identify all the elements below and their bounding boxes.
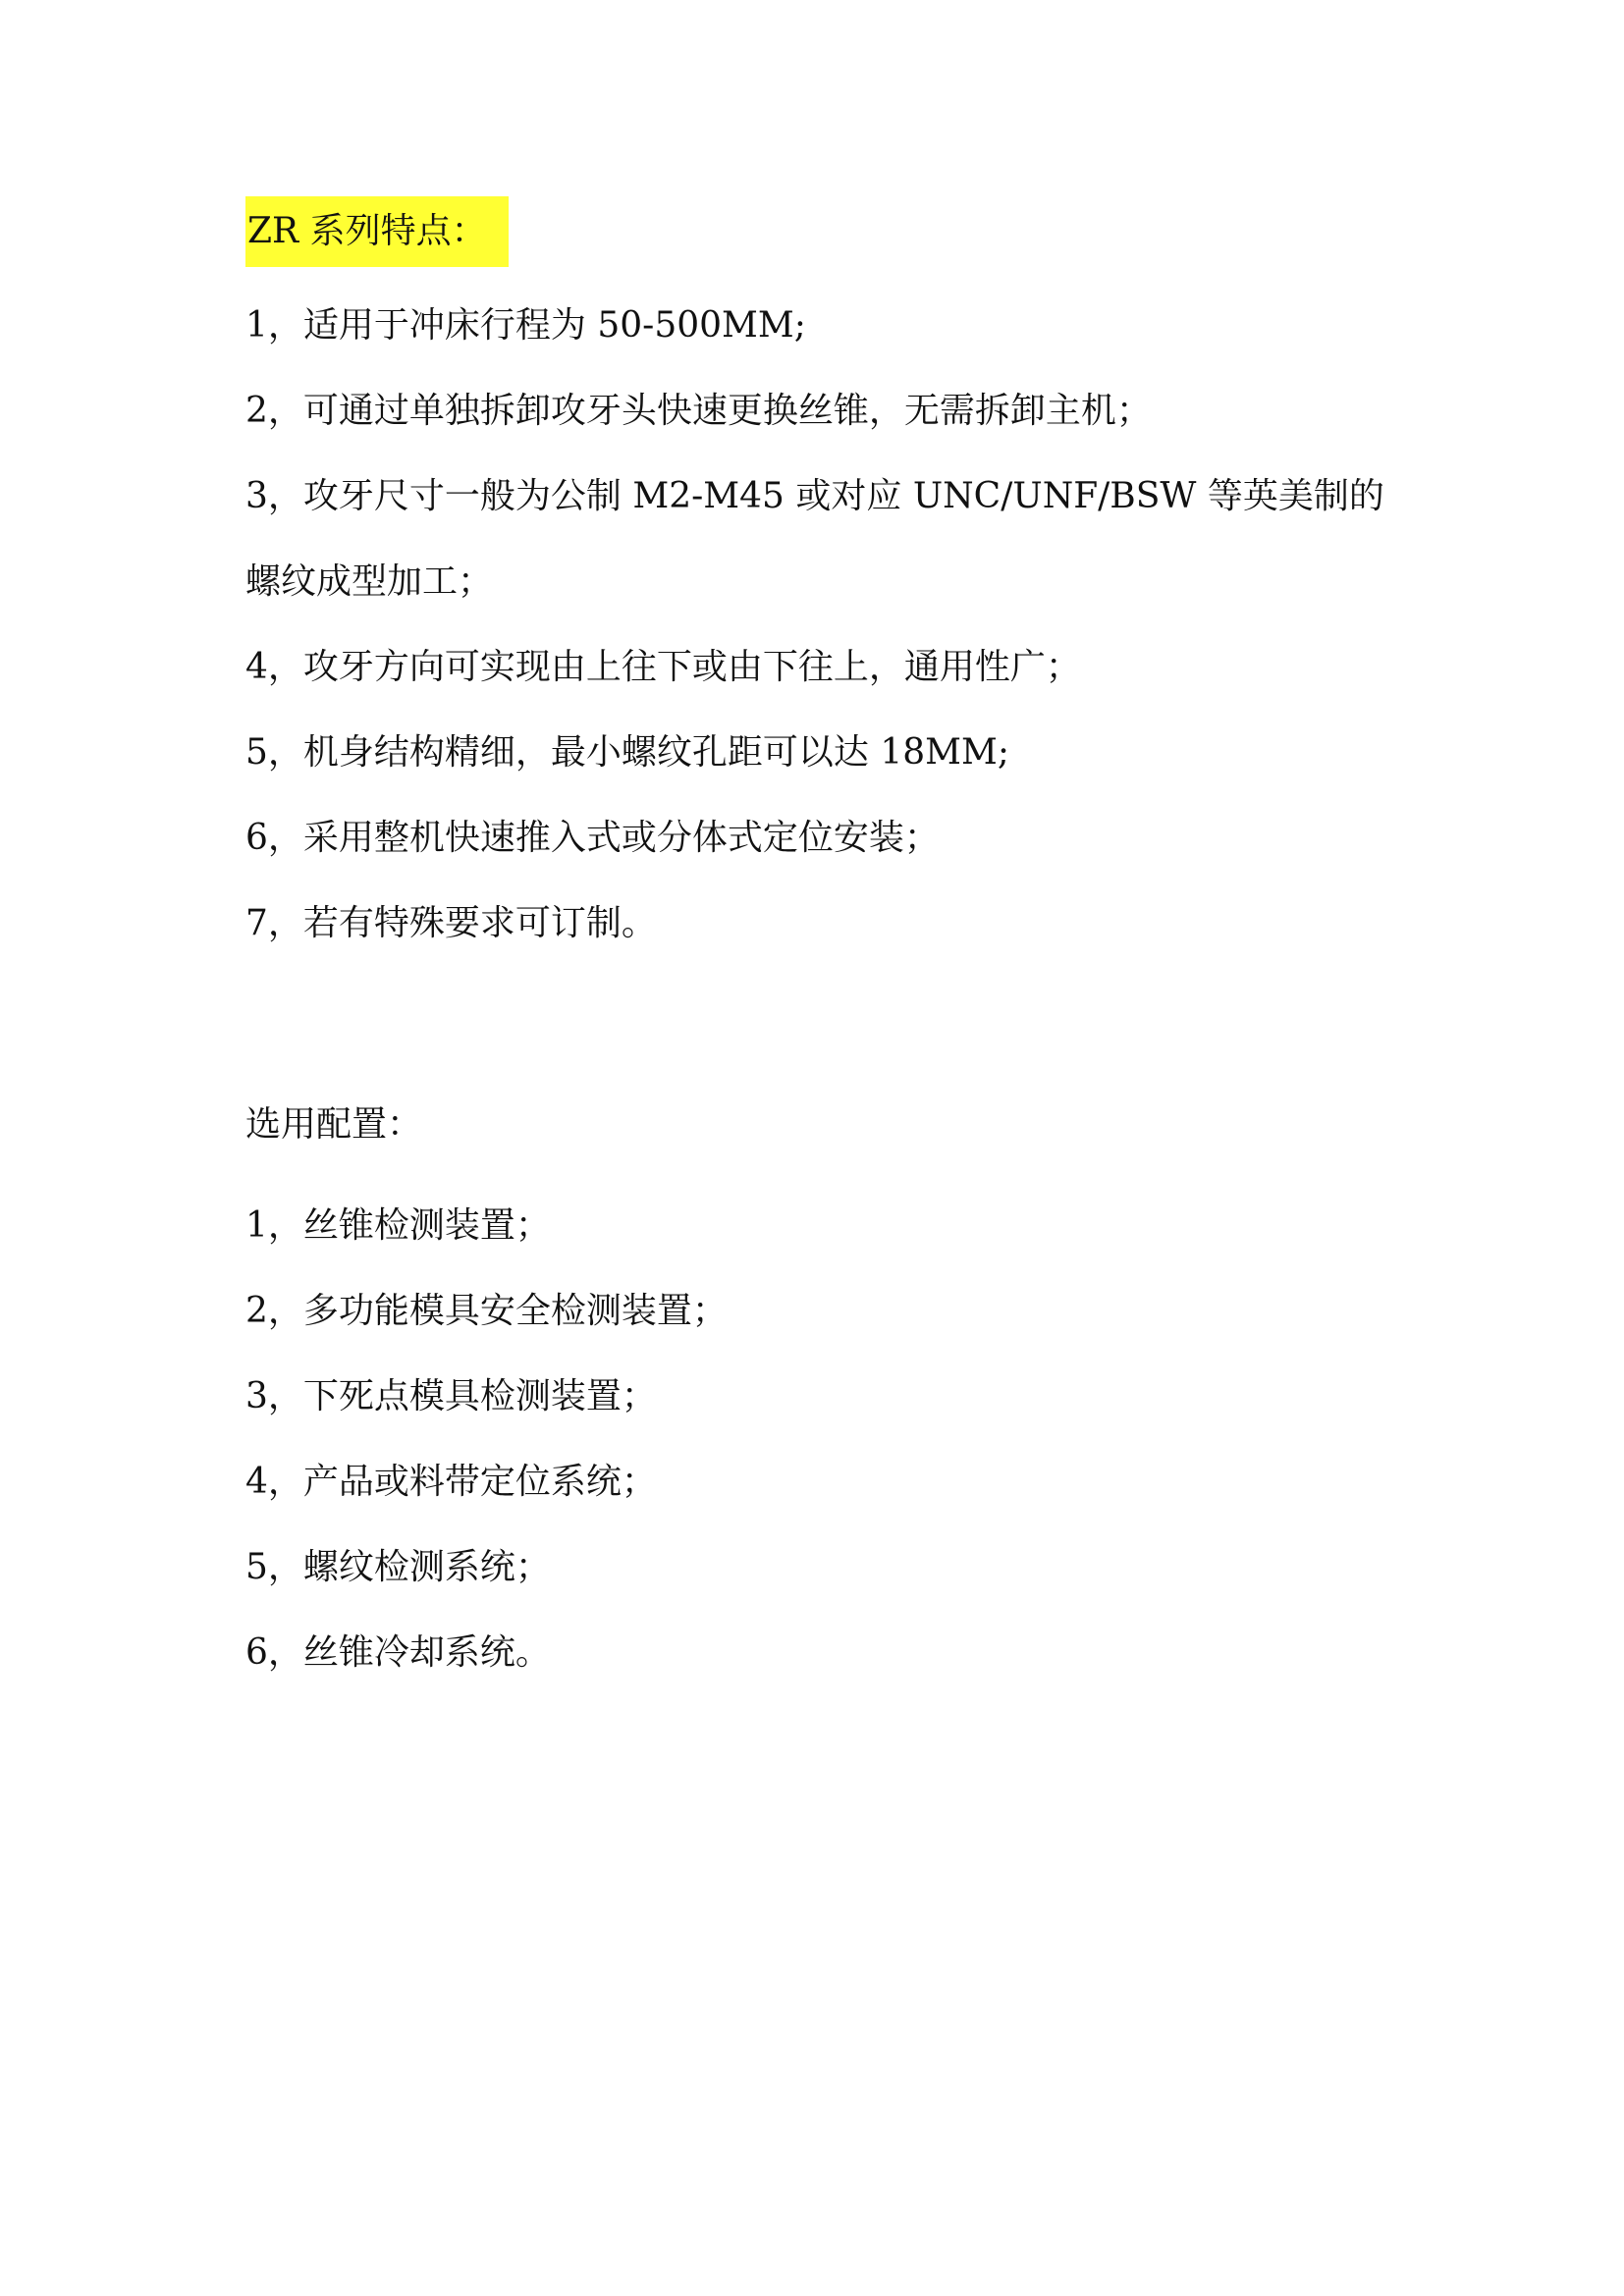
feature-item-3: 3，攻牙尺寸一般为公制 M2-M45 或对应 UNC/UNF/BSW 等英美制的螺纹成型加工； [245, 476, 1384, 602]
option-item-4: 4，产品或料带定位系统； [245, 1462, 657, 1502]
feature-item-4: 4，攻牙方向可实现由上往下或由下往上，通用性广； [245, 647, 1081, 687]
feature-item-2: 2，可通过单独拆卸攻牙头快速更换丝锥，无需拆卸主机； [245, 391, 1152, 431]
feature-item-7: 7，若有特殊要求可订制。 [245, 903, 657, 943]
document-content [245, 196, 1404, 1695]
highlighted-title: ZR 系列特点： [245, 196, 509, 267]
feature-item-1: 1，适用于冲床行程为 50-500MM; [245, 305, 806, 346]
options-section-title: 选用配置： [245, 1104, 423, 1145]
features-list [245, 283, 1404, 966]
option-item-1: 1，丝锥检测装置； [245, 1205, 551, 1246]
option-item-3: 3，下死点模具检测装置； [245, 1376, 657, 1416]
features-section-title [245, 196, 509, 267]
feature-item-5: 5，机身结构精细，最小螺纹孔距可以达 18MM; [245, 732, 1010, 773]
feature-item-6: 6，采用整机快速推入式或分体式定位安装； [245, 818, 940, 858]
option-item-5: 5，螺纹检测系统； [245, 1547, 551, 1587]
option-item-6: 6，丝锥冷却系统。 [245, 1632, 551, 1673]
options-list [245, 1183, 1404, 1695]
option-item-2: 2，多功能模具安全检测装置； [245, 1291, 728, 1331]
